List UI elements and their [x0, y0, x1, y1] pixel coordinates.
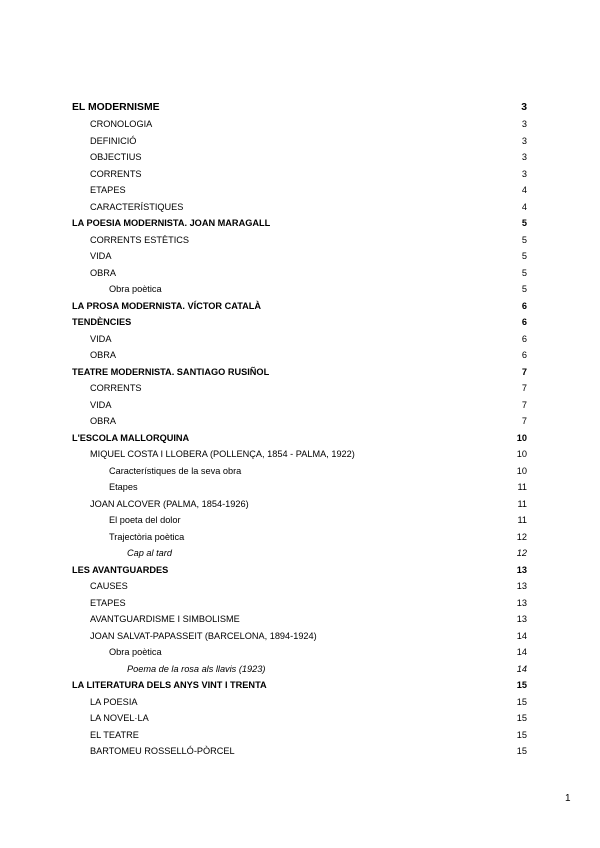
- toc-entry-corrents-estetics[interactable]: [72, 232, 527, 249]
- toc-entry-label: TENDÈNCIES: [72, 317, 132, 327]
- toc-entry-poema-rosa-llavis[interactable]: [72, 661, 527, 678]
- toc-entry-el-teatre[interactable]: [72, 727, 527, 744]
- toc-entry-label: OBJECTIUS: [90, 152, 142, 162]
- toc-entry-label: EL MODERNISME: [72, 102, 160, 113]
- toc-entry-avantguardisme-simbolisme[interactable]: [72, 611, 527, 628]
- toc-entry-page: 15: [516, 729, 527, 740]
- toc-entry-page: 15: [516, 746, 527, 756]
- toc-entry-la-poesia[interactable]: [72, 694, 527, 711]
- toc-entry-page: 7: [521, 383, 527, 393]
- toc-entry-page: 4: [521, 185, 527, 195]
- toc-entry-obra[interactable]: [72, 413, 527, 430]
- toc-entry-label: OBRA: [90, 267, 117, 278]
- toc-entry-page: 4: [521, 201, 527, 212]
- toc-entry-label: JOAN ALCOVER (PALMA, 1854-1926): [90, 498, 249, 509]
- toc-entry-page: 12: [516, 548, 527, 558]
- toc-entry-page: 15: [516, 680, 527, 690]
- toc-entry-la-novel-la[interactable]: [72, 710, 527, 727]
- toc-entry-literatura-anys-vint-trenta[interactable]: [72, 677, 527, 694]
- toc-entry-label: ETAPES: [90, 597, 126, 608]
- toc-entry-page: 3: [521, 168, 527, 179]
- toc-entry-miquel-costa-i-llobera[interactable]: [72, 446, 527, 463]
- toc-entry-teatre-modernista[interactable]: [72, 364, 527, 381]
- toc-entry-page: 5: [521, 234, 527, 245]
- toc-entry-page: 5: [521, 284, 527, 294]
- toc-entry-etapes[interactable]: [72, 595, 527, 612]
- toc-entry-page: 6: [521, 333, 527, 344]
- toc-entry-causes[interactable]: [72, 578, 527, 595]
- toc-entry-obra[interactable]: [72, 347, 527, 364]
- toc-entry-page: 3: [521, 102, 527, 113]
- toc-entry-label: ETAPES: [90, 185, 126, 195]
- toc-entry-corrents[interactable]: [72, 380, 527, 397]
- toc-entry-label: El poeta del dolor: [109, 515, 181, 525]
- toc-entry-page: 3: [521, 119, 527, 129]
- toc-entry-poesia-modernista[interactable]: [72, 215, 527, 232]
- toc-entry-label: CORRENTS ESTÈTICS: [90, 234, 190, 245]
- toc-entry-page: 13: [516, 564, 527, 575]
- toc-entry-label: CARACTERÍSTIQUES: [90, 201, 184, 212]
- toc-entry-label: Trajectòria poètica: [109, 531, 185, 542]
- toc-entry-page: 5: [521, 251, 527, 261]
- toc-entry-etapes[interactable]: [72, 182, 527, 199]
- toc-entry-label: CORRENTS: [90, 168, 142, 179]
- toc-entry-tendencies[interactable]: [72, 314, 527, 331]
- toc-entry-label: Poema de la rosa als llavis (1923): [127, 663, 266, 674]
- toc-entry-el-modernisme[interactable]: [72, 99, 527, 116]
- toc-entry-vida[interactable]: [72, 397, 527, 414]
- toc-entry-page: 11: [517, 498, 527, 509]
- toc-entry-label: AVANTGUARDISME I SIMBOLISME: [90, 614, 240, 624]
- toc-entry-obra[interactable]: [72, 265, 527, 282]
- toc-entry-page: 3: [521, 135, 527, 146]
- toc-entry-label: CAUSES: [90, 581, 128, 591]
- toc-entry-label: VIDA: [90, 333, 112, 344]
- toc-entry-label: CORRENTS: [90, 383, 142, 393]
- toc-entry-obra-poetica[interactable]: [72, 281, 527, 298]
- page-number: 1: [565, 793, 571, 804]
- toc-entry-label: VIDA: [90, 399, 112, 410]
- toc-entry-label: MIQUEL COSTA I LLOBERA (POLLENÇA, 1854 - PALMA, 1922): [90, 449, 355, 459]
- toc-entry-etapes[interactable]: [72, 479, 527, 496]
- toc-entry-page: 7: [521, 366, 527, 377]
- toc-entry-caracteristiques-obra[interactable]: [72, 463, 527, 480]
- toc-entry-label: LA LITERATURA DELS ANYS VINT I TRENTA: [72, 680, 267, 690]
- toc-entry-joan-salvat-papasseit[interactable]: [72, 628, 527, 645]
- toc-entry-page: 13: [516, 597, 527, 608]
- toc-entry-objectius[interactable]: [72, 149, 527, 166]
- toc-entry-label: LA POESIA MODERNISTA. JOAN MARAGALL: [72, 218, 271, 228]
- toc-entry-vida[interactable]: [72, 248, 527, 265]
- toc-entry-label: VIDA: [90, 251, 112, 261]
- toc-entry-label: LA PROSA MODERNISTA. VÍCTOR CATALÀ: [72, 300, 262, 311]
- toc-entry-page: 10: [516, 465, 527, 476]
- toc-entry-page: 10: [516, 432, 527, 443]
- toc-entry-corrents[interactable]: [72, 166, 527, 183]
- toc-entry-label: Característiques de la seva obra: [109, 465, 242, 476]
- toc-entry-label: CRONOLOGIA: [90, 119, 153, 129]
- toc-entry-avantguardes[interactable]: [72, 562, 527, 579]
- toc-entry-joan-alcover[interactable]: [72, 496, 527, 513]
- toc-entry-label: JOAN SALVAT-PAPASSEIT (BARCELONA, 1894-1924): [90, 630, 317, 641]
- toc-entry-label: LES AVANTGUARDES: [72, 564, 169, 575]
- toc-entry-page: 15: [516, 696, 527, 707]
- toc-entry-escola-mallorquina[interactable]: [72, 430, 527, 447]
- toc-entry-label: BARTOMEU ROSSELLÓ-PÒRCEL: [90, 746, 235, 756]
- toc-entry-page: 11: [517, 515, 527, 525]
- toc-entry-label: EL TEATRE: [90, 729, 139, 740]
- toc-entry-page: 5: [521, 218, 527, 228]
- toc-entry-page: 14: [516, 647, 527, 657]
- toc-entry-bartomeu-rossello-porcel[interactable]: [72, 743, 527, 760]
- toc-entry-obra-poetica[interactable]: [72, 644, 527, 661]
- toc-entry-page: 6: [521, 300, 527, 311]
- toc-entry-label: Etapes: [109, 482, 138, 492]
- toc-entry-page: 15: [516, 713, 527, 723]
- toc-entry-label: OBRA: [90, 416, 117, 426]
- toc-entry-label: Obra poètica: [109, 284, 162, 294]
- toc-entry-label: L'ESCOLA MALLORQUINA: [72, 432, 190, 443]
- toc-entry-trajectoria-poetica[interactable]: [72, 529, 527, 546]
- toc-entry-page: 10: [516, 449, 527, 459]
- toc-entry-page: 13: [516, 581, 527, 591]
- toc-entry-page: 11: [517, 482, 527, 492]
- toc-entry-page: 7: [521, 399, 527, 410]
- toc-entry-definicio[interactable]: [72, 133, 527, 150]
- toc-entry-page: 14: [516, 630, 527, 641]
- toc-entry-label: LA POESIA: [90, 696, 138, 707]
- toc-entry-label: Obra poètica: [109, 647, 162, 657]
- toc-entry-page: 14: [516, 663, 527, 674]
- toc-entry-vida[interactable]: [72, 331, 527, 348]
- toc-entry-label: LA NOVEL·LA: [90, 713, 149, 723]
- toc-entry-caracteristiques[interactable]: [72, 199, 527, 216]
- toc-entry-page: 6: [521, 317, 527, 327]
- toc-entry-page: 7: [521, 416, 527, 426]
- toc-entry-cap-al-tard[interactable]: [72, 545, 527, 562]
- table-of-contents: [72, 99, 527, 760]
- toc-entry-label: DEFINICIÓ: [90, 135, 137, 146]
- toc-entry-poeta-del-dolor[interactable]: [72, 512, 527, 529]
- toc-entry-cronologia[interactable]: [72, 116, 527, 133]
- toc-entry-page: 6: [521, 350, 527, 360]
- toc-entry-label: Cap al tard: [127, 548, 172, 558]
- toc-entry-page: 13: [516, 614, 527, 624]
- toc-entry-page: 12: [516, 531, 527, 542]
- toc-entry-page: 3: [521, 152, 527, 162]
- toc-entry-label: TEATRE MODERNISTA. SANTIAGO RUSIÑOL: [72, 366, 270, 377]
- toc-entry-prosa-modernista[interactable]: [72, 298, 527, 315]
- toc-entry-label: OBRA: [90, 350, 117, 360]
- toc-entry-page: 5: [521, 267, 527, 278]
